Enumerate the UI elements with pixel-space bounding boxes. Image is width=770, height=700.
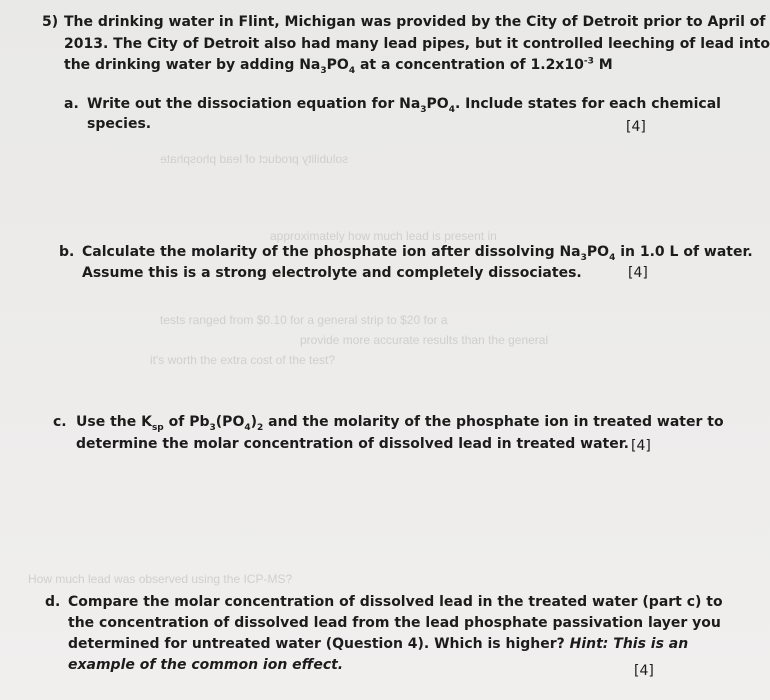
part-b-sub-1: 3 <box>580 252 587 263</box>
part-c-text-e: and the molarity of the phosphate ion in treated water to <box>263 414 724 430</box>
part-a-marks: [4] <box>626 119 646 135</box>
part-c-line-2: determine the molar concentration of dissolved lead in treated water. <box>76 436 629 452</box>
part-a-text-c: . Include states for each chemical <box>454 96 721 112</box>
show-through-text-4: it's worth the extra cost of the test? <box>150 353 336 367</box>
show-through-text-6: solubility product of lead phosphate <box>160 152 349 166</box>
part-b-text-c: in 1.0 L of water. <box>615 244 753 260</box>
part-b-line-2: Assume this is a strong electrolyte and completely dissociates. <box>82 265 582 281</box>
q5-text-a: the drinking water by adding Na <box>64 57 321 73</box>
part-b-text-a: Calculate the molarity of the phosphate ion after dissolving Na <box>82 244 581 260</box>
part-b-text-b: PO <box>586 244 610 260</box>
question-5-intro-line-3 <box>64 56 613 74</box>
show-through-text-3: provide more accurate results than the general <box>300 333 549 347</box>
part-a-text-b: PO <box>426 96 449 112</box>
part-c-label: c. <box>53 414 67 430</box>
part-c-text-a: Use the K <box>76 414 152 430</box>
question-5-intro-line-2: 2013. The City of Detroit also had many lead pipes, but it controlled leeching of lead into <box>64 36 770 52</box>
part-c-sub-2: 3 <box>209 422 216 433</box>
part-d-line-3 <box>68 635 688 653</box>
part-c-text-c: (PO <box>215 414 245 430</box>
q5-text-c: at a concentration of 1.2x10 <box>355 57 584 73</box>
part-b-marks: [4] <box>628 265 648 281</box>
part-c-sub-3: 4 <box>244 422 251 433</box>
question-5-number: 5) <box>42 14 59 30</box>
q5-text-d: M <box>593 57 613 73</box>
part-d-label: d. <box>45 594 61 610</box>
q5-sub-2: 4 <box>348 65 356 76</box>
part-a-sub-1: 3 <box>420 104 427 115</box>
part-a-text-a: Write out the dissociation equation for Na <box>87 96 421 112</box>
part-a-label: a. <box>64 96 79 112</box>
part-c-text-b: of Pb <box>163 414 210 430</box>
q5-sub-1: 3 <box>320 65 327 76</box>
part-b-label: b. <box>59 244 75 260</box>
question-5-intro-line-1: The drinking water in Flint, Michigan was provided by the City of Detroit prior to April of <box>64 14 766 30</box>
show-through-text-2: tests ranged from $0.10 for a general strip to $20 for a <box>160 313 448 327</box>
part-d-line-4: example of the common ion effect. <box>68 657 344 673</box>
show-through-text-1: approximately how much lead is present in <box>270 229 497 243</box>
part-d-hint: Hint: This is an <box>569 636 689 652</box>
part-c-marks: [4] <box>631 438 651 454</box>
part-d-text-a: determined for untreated water (Question 4). Which is higher? <box>68 636 570 652</box>
q5-sup: -3 <box>583 56 594 67</box>
show-through-text-5: How much lead was observed using the ICP-MS? <box>28 572 293 586</box>
part-b-sub-2: 4 <box>609 252 616 263</box>
part-d-line-1: Compare the molar concentration of dissolved lead in the treated water (part c) to <box>68 594 723 610</box>
part-c-text-d: ) <box>250 414 258 430</box>
part-d-line-2: the concentration of dissolved lead from the lead phosphate passivation layer you <box>68 615 721 631</box>
part-b-line-1 <box>82 243 753 261</box>
part-d-marks: [4] <box>634 663 654 679</box>
part-a-line-1 <box>87 95 721 113</box>
part-a-sub-2: 4 <box>448 104 455 115</box>
q5-text-b: PO <box>326 57 349 73</box>
part-c-line-1 <box>76 413 724 431</box>
part-c-sub-1: sp <box>151 422 164 433</box>
part-c-sub-4: 2 <box>257 422 264 433</box>
part-a-line-2: species. <box>87 116 152 132</box>
